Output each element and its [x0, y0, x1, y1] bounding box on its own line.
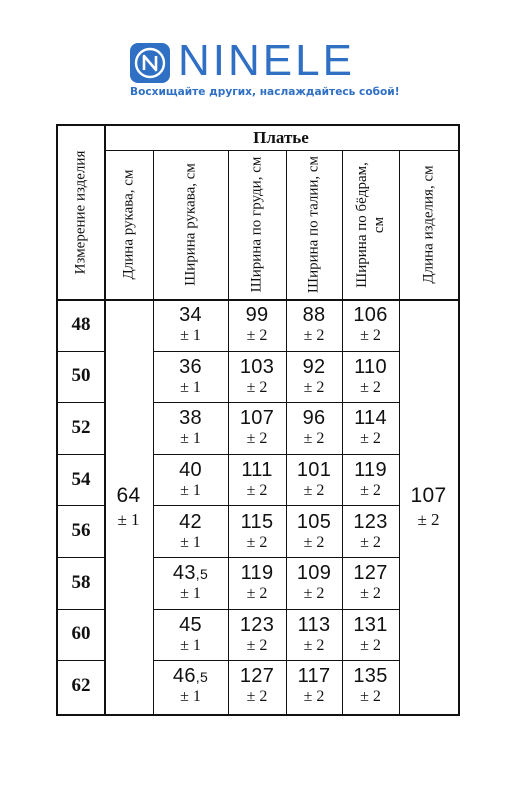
- waist-value: 96: [302, 407, 326, 430]
- column-header: [342, 150, 399, 299]
- sleeve-width-tolerance: ± 1: [180, 636, 201, 654]
- chest-tolerance: ± 2: [246, 430, 268, 448]
- sleeve-width-value: 38: [179, 407, 202, 430]
- chest-value: 127: [239, 665, 275, 688]
- sleeve-width-value: 46,5: [172, 665, 209, 688]
- hips-tolerance: ± 2: [360, 533, 381, 551]
- sleeve-width-value: 40: [179, 459, 202, 482]
- chest-cell: [228, 557, 286, 609]
- sleeve-length-value: 64: [116, 484, 141, 507]
- chest-value: 123: [239, 613, 275, 636]
- column-header-label: Ширина по талии, см: [305, 155, 322, 294]
- waist-value: 109: [296, 562, 332, 585]
- hips-cell: [342, 454, 399, 506]
- hips-tolerance: ± 2: [360, 688, 381, 706]
- column-header: [153, 150, 228, 299]
- hips-tolerance: ± 2: [360, 430, 381, 448]
- waist-tolerance: ± 2: [303, 688, 325, 706]
- chest-value: 115: [240, 510, 274, 533]
- chest-tolerance: ± 2: [246, 482, 268, 500]
- waist-tolerance: ± 2: [303, 378, 325, 396]
- hips-value: 127: [353, 562, 388, 585]
- hips-tolerance: ± 2: [360, 482, 381, 500]
- hips-value: 123: [353, 510, 388, 533]
- waist-tolerance: ± 2: [303, 430, 325, 448]
- row-header-label: Измерение изделия: [72, 150, 89, 275]
- chest-value: 99: [245, 304, 269, 327]
- sleeve-width-cell: [153, 609, 228, 661]
- chest-tolerance: ± 2: [246, 327, 268, 345]
- size-table: [56, 124, 460, 716]
- group-title: Платье: [253, 128, 309, 147]
- column-header-label: Длина изделия, см: [420, 165, 436, 284]
- chest-cell: [228, 454, 286, 506]
- sleeve-width-value: 42: [179, 510, 202, 533]
- size-cell: 60: [71, 623, 91, 645]
- size-cell: 52: [71, 416, 91, 438]
- sleeve-width-value: 45: [179, 613, 202, 636]
- hips-tolerance: ± 2: [360, 378, 381, 396]
- column-header-label: Ширина по бёдрам, см: [353, 161, 387, 288]
- waist-cell: [286, 402, 342, 454]
- waist-value: 105: [296, 510, 332, 533]
- chest-tolerance: ± 2: [246, 585, 268, 603]
- sleeve-width-value: 43,5: [172, 562, 209, 585]
- chest-value: 111: [241, 459, 273, 482]
- chest-cell: [228, 299, 286, 351]
- sleeve-width-cell: [153, 299, 228, 351]
- hips-cell: [342, 351, 399, 403]
- chest-cell: [228, 660, 286, 712]
- sleeve-width-fraction: ,5: [195, 566, 209, 583]
- waist-tolerance: ± 2: [303, 327, 325, 345]
- chest-cell: [228, 351, 286, 403]
- chest-tolerance: ± 2: [246, 378, 268, 396]
- hips-value: 131: [353, 613, 388, 636]
- sleeve-width-tolerance: ± 1: [180, 430, 201, 448]
- waist-value: 113: [297, 613, 331, 636]
- size-cell: 48: [71, 313, 91, 335]
- sleeve-width-cell: [153, 557, 228, 609]
- column-header-label: Ширина по груди, см: [248, 156, 265, 293]
- sleeve-length-tolerance: ± 1: [117, 510, 140, 529]
- brand-name: NINELE: [178, 36, 355, 85]
- size-cell: 58: [71, 571, 91, 593]
- waist-cell: [286, 505, 342, 557]
- waist-cell: [286, 660, 342, 712]
- sleeve-length-cell: [104, 299, 153, 714]
- hips-cell: [342, 402, 399, 454]
- sleeve-width-cell: [153, 402, 228, 454]
- brand-logo: [130, 36, 355, 85]
- row-header-cell: [58, 126, 104, 299]
- column-header: [228, 150, 286, 299]
- hips-cell: [342, 299, 399, 351]
- column-header: [399, 150, 458, 299]
- waist-cell: [286, 299, 342, 351]
- chest-tolerance: ± 2: [246, 636, 268, 654]
- hips-cell: [342, 505, 399, 557]
- sleeve-width-tolerance: ± 1: [180, 482, 201, 500]
- waist-tolerance: ± 2: [303, 482, 325, 500]
- hips-value: 135: [353, 665, 388, 688]
- column-header: [104, 150, 153, 299]
- hips-tolerance: ± 2: [360, 327, 381, 345]
- sleeve-width-value: 36: [179, 355, 202, 378]
- product-length-cell: [399, 299, 458, 714]
- sleeve-width-value: 34: [179, 304, 202, 327]
- sleeve-width-tolerance: ± 1: [180, 327, 201, 345]
- chest-cell: [228, 609, 286, 661]
- hips-cell: [342, 660, 399, 712]
- sleeve-width-cell: [153, 660, 228, 712]
- chest-value: 103: [239, 355, 275, 378]
- hips-cell: [342, 557, 399, 609]
- hips-tolerance: ± 2: [360, 636, 381, 654]
- brand-slogan: Восхищайте других, наслаждайтесь собой!: [130, 86, 400, 98]
- product-length-tolerance: ± 2: [417, 510, 440, 529]
- waist-value: 92: [302, 355, 326, 378]
- hips-tolerance: ± 2: [360, 585, 381, 603]
- size-cell: 54: [71, 468, 91, 490]
- chest-tolerance: ± 2: [246, 688, 268, 706]
- n-monogram-icon: [130, 43, 170, 83]
- column-header: [286, 150, 342, 299]
- waist-tolerance: ± 2: [303, 585, 325, 603]
- chest-cell: [228, 402, 286, 454]
- product-length-value: 107: [410, 484, 447, 507]
- column-header-label: Длина рукава, см: [120, 169, 136, 280]
- sleeve-width-cell: [153, 351, 228, 403]
- size-cell: 62: [71, 674, 91, 696]
- waist-tolerance: ± 2: [303, 533, 325, 551]
- hips-value: 114: [354, 407, 387, 430]
- size-cell: 50: [71, 365, 91, 387]
- waist-cell: [286, 454, 342, 506]
- waist-cell: [286, 557, 342, 609]
- sleeve-width-cell: [153, 505, 228, 557]
- waist-tolerance: ± 2: [303, 636, 325, 654]
- column-header-label: Ширина рукава, см: [182, 163, 198, 286]
- sleeve-width-tolerance: ± 1: [180, 378, 201, 396]
- hips-value: 119: [354, 459, 387, 482]
- waist-value: 117: [297, 665, 331, 688]
- chest-value: 107: [239, 407, 275, 430]
- sleeve-width-tolerance: ± 1: [180, 688, 201, 706]
- sleeve-width-cell: [153, 454, 228, 506]
- chest-cell: [228, 505, 286, 557]
- chest-tolerance: ± 2: [246, 533, 268, 551]
- hips-value: 110: [354, 355, 387, 378]
- chest-value: 119: [240, 562, 274, 585]
- sleeve-width-fraction: ,5: [195, 669, 209, 686]
- hips-cell: [342, 609, 399, 661]
- size-cell: 56: [71, 520, 91, 542]
- sleeve-width-tolerance: ± 1: [180, 533, 201, 551]
- waist-value: 101: [296, 459, 332, 482]
- sleeve-width-tolerance: ± 1: [180, 585, 201, 603]
- waist-cell: [286, 609, 342, 661]
- waist-value: 88: [302, 304, 326, 327]
- hips-value: 106: [353, 304, 388, 327]
- waist-cell: [286, 351, 342, 403]
